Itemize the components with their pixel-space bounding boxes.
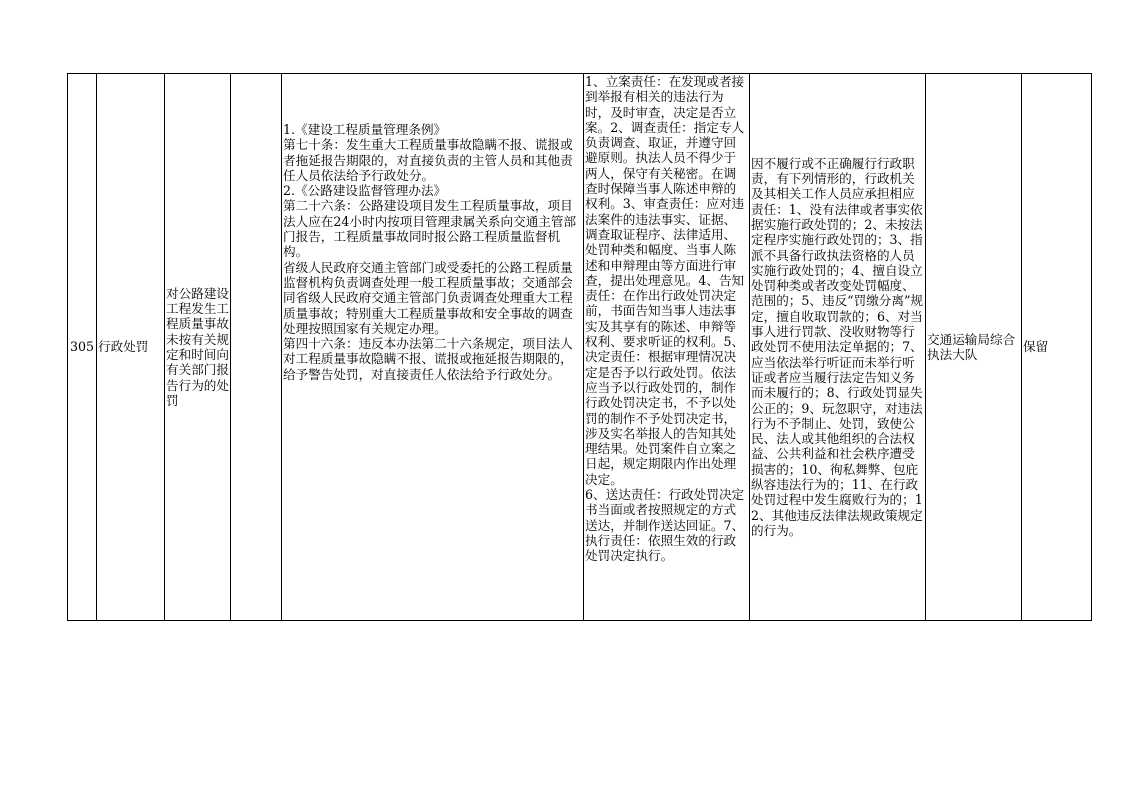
legal-basis-line: 第七十条：发生重大工程质量事故隐瞒不报、谎报或者拖延报告期限的，对直接负责的主管人员和其他责任人员依法给予行政处分。 [283, 137, 573, 183]
department-cell: 交通运输局综合执法大队 [926, 74, 1022, 621]
responsibility-cell [584, 74, 750, 621]
power-list-table [67, 73, 1092, 621]
legal-basis-line: 2.《公路建设监督管理办法》 [283, 183, 447, 199]
responsibility-paragraph: 6、送达责任：行政处罚决定书当面或者按照规定的方式送达，并制作送达回证。7、执行责任：依照生效的行政处罚决定执行。 [585, 487, 745, 564]
category-cell: 行政处罚 [97, 74, 165, 621]
legal-basis-line: 第二十六条：公路建设项目发生工程质量事故，项目法人应在24小时内按项目管理隶属关系向交通主管部门报告，工程质量事故同时报公路工程质量监督机构。 [283, 198, 577, 260]
legal-basis-cell [282, 74, 584, 621]
legal-basis-line: 1.《建设工程质量管理条例》 [283, 122, 447, 137]
legal-basis-line: 第四十六条：违反本办法第二十六条规定，项目法人对工程质量事故隐瞒不报、谎报或拖延报告期限的，给予警告处罚，对直接责任人依法给予行政处分。 [283, 336, 573, 382]
item-name-cell: 对公路建设工程发生工程质量事故未按有关规定和时间向有关部门报告行为的处罚 [165, 74, 231, 621]
responsibility-paragraph: 1、立案责任：在发现或者接到举报有相关的违法行为时，及时审查，决定是否立案。2、调查责任：指定专人负责调查、取证，并遵守回避原则。执法人员不得少于两人，保守有关秘密。在调查时保障当事人陈述申辩的权利。3、审查责任：应对违法案件的违法事实、证据、调查取证程序、法律适用、处罚种类和幅度、当事人陈述和申辩理由等方面进行审查，提出处理意见。4、告知责任：在作出行政处罚决定前，书面告知当事人违法事实及其享有的陈述、申辩等权利、要求听证的权利。5、决定责任：根据审理情况决定是否予以行政处罚。依法应当予以行政处罚的，制作行政处罚决定书，不予以处罚的制作不予处罚决定书，涉及实名举报人的告知其处理结果。处罚案件自立案之日起，规定期限内作出处理决定。 [585, 74, 745, 487]
legal-basis-line: 省级人民政府交通主管部门或受委托的公路工程质量监督机构负责调查处理一般工程质量事故；交通部会同省级人民政府交通主管部门负责调查处理重大工程质量事故；特别重大工程质量事故和安全事故的调查处理按照国家有关规定办理。 [283, 259, 573, 336]
accountability-cell: 因不履行或不正确履行行政职责，有下列情形的，行政机关及其相关工作人员应承担相应责任：1、没有法律或者事实依据实施行政处罚的；2、未按法定程序实施行政处罚的；3、指派不具备行政执法资格的人员实施行政处罚的；4、擅自设立处罚种类或者改变处罚幅度、范围的；5、违反“罚缴分离”规定，擅自收取罚款的；6、对当事人进行罚款、没收财物等行政处罚不使用法定单据的；7、应当依法举行听证而未举行听证或者应当履行法定告知义务而未履行的；8、行政处罚显失公正的；9、玩忽职守，对违法行为不予制止、处罚，致使公民、法人或其他组织的合法权益、公共利益和社会秩序遭受损害的；10、徇私舞弊、包庇纵容违法行为的；11、在行政处罚过程中发生腐败行为的；12、其他违反法律法规政策规定的行为。 [750, 74, 926, 621]
status-cell: 保留 [1022, 74, 1092, 621]
sub-item-cell [231, 74, 282, 621]
table-row [68, 74, 1092, 621]
row-number: 305 [68, 74, 97, 621]
